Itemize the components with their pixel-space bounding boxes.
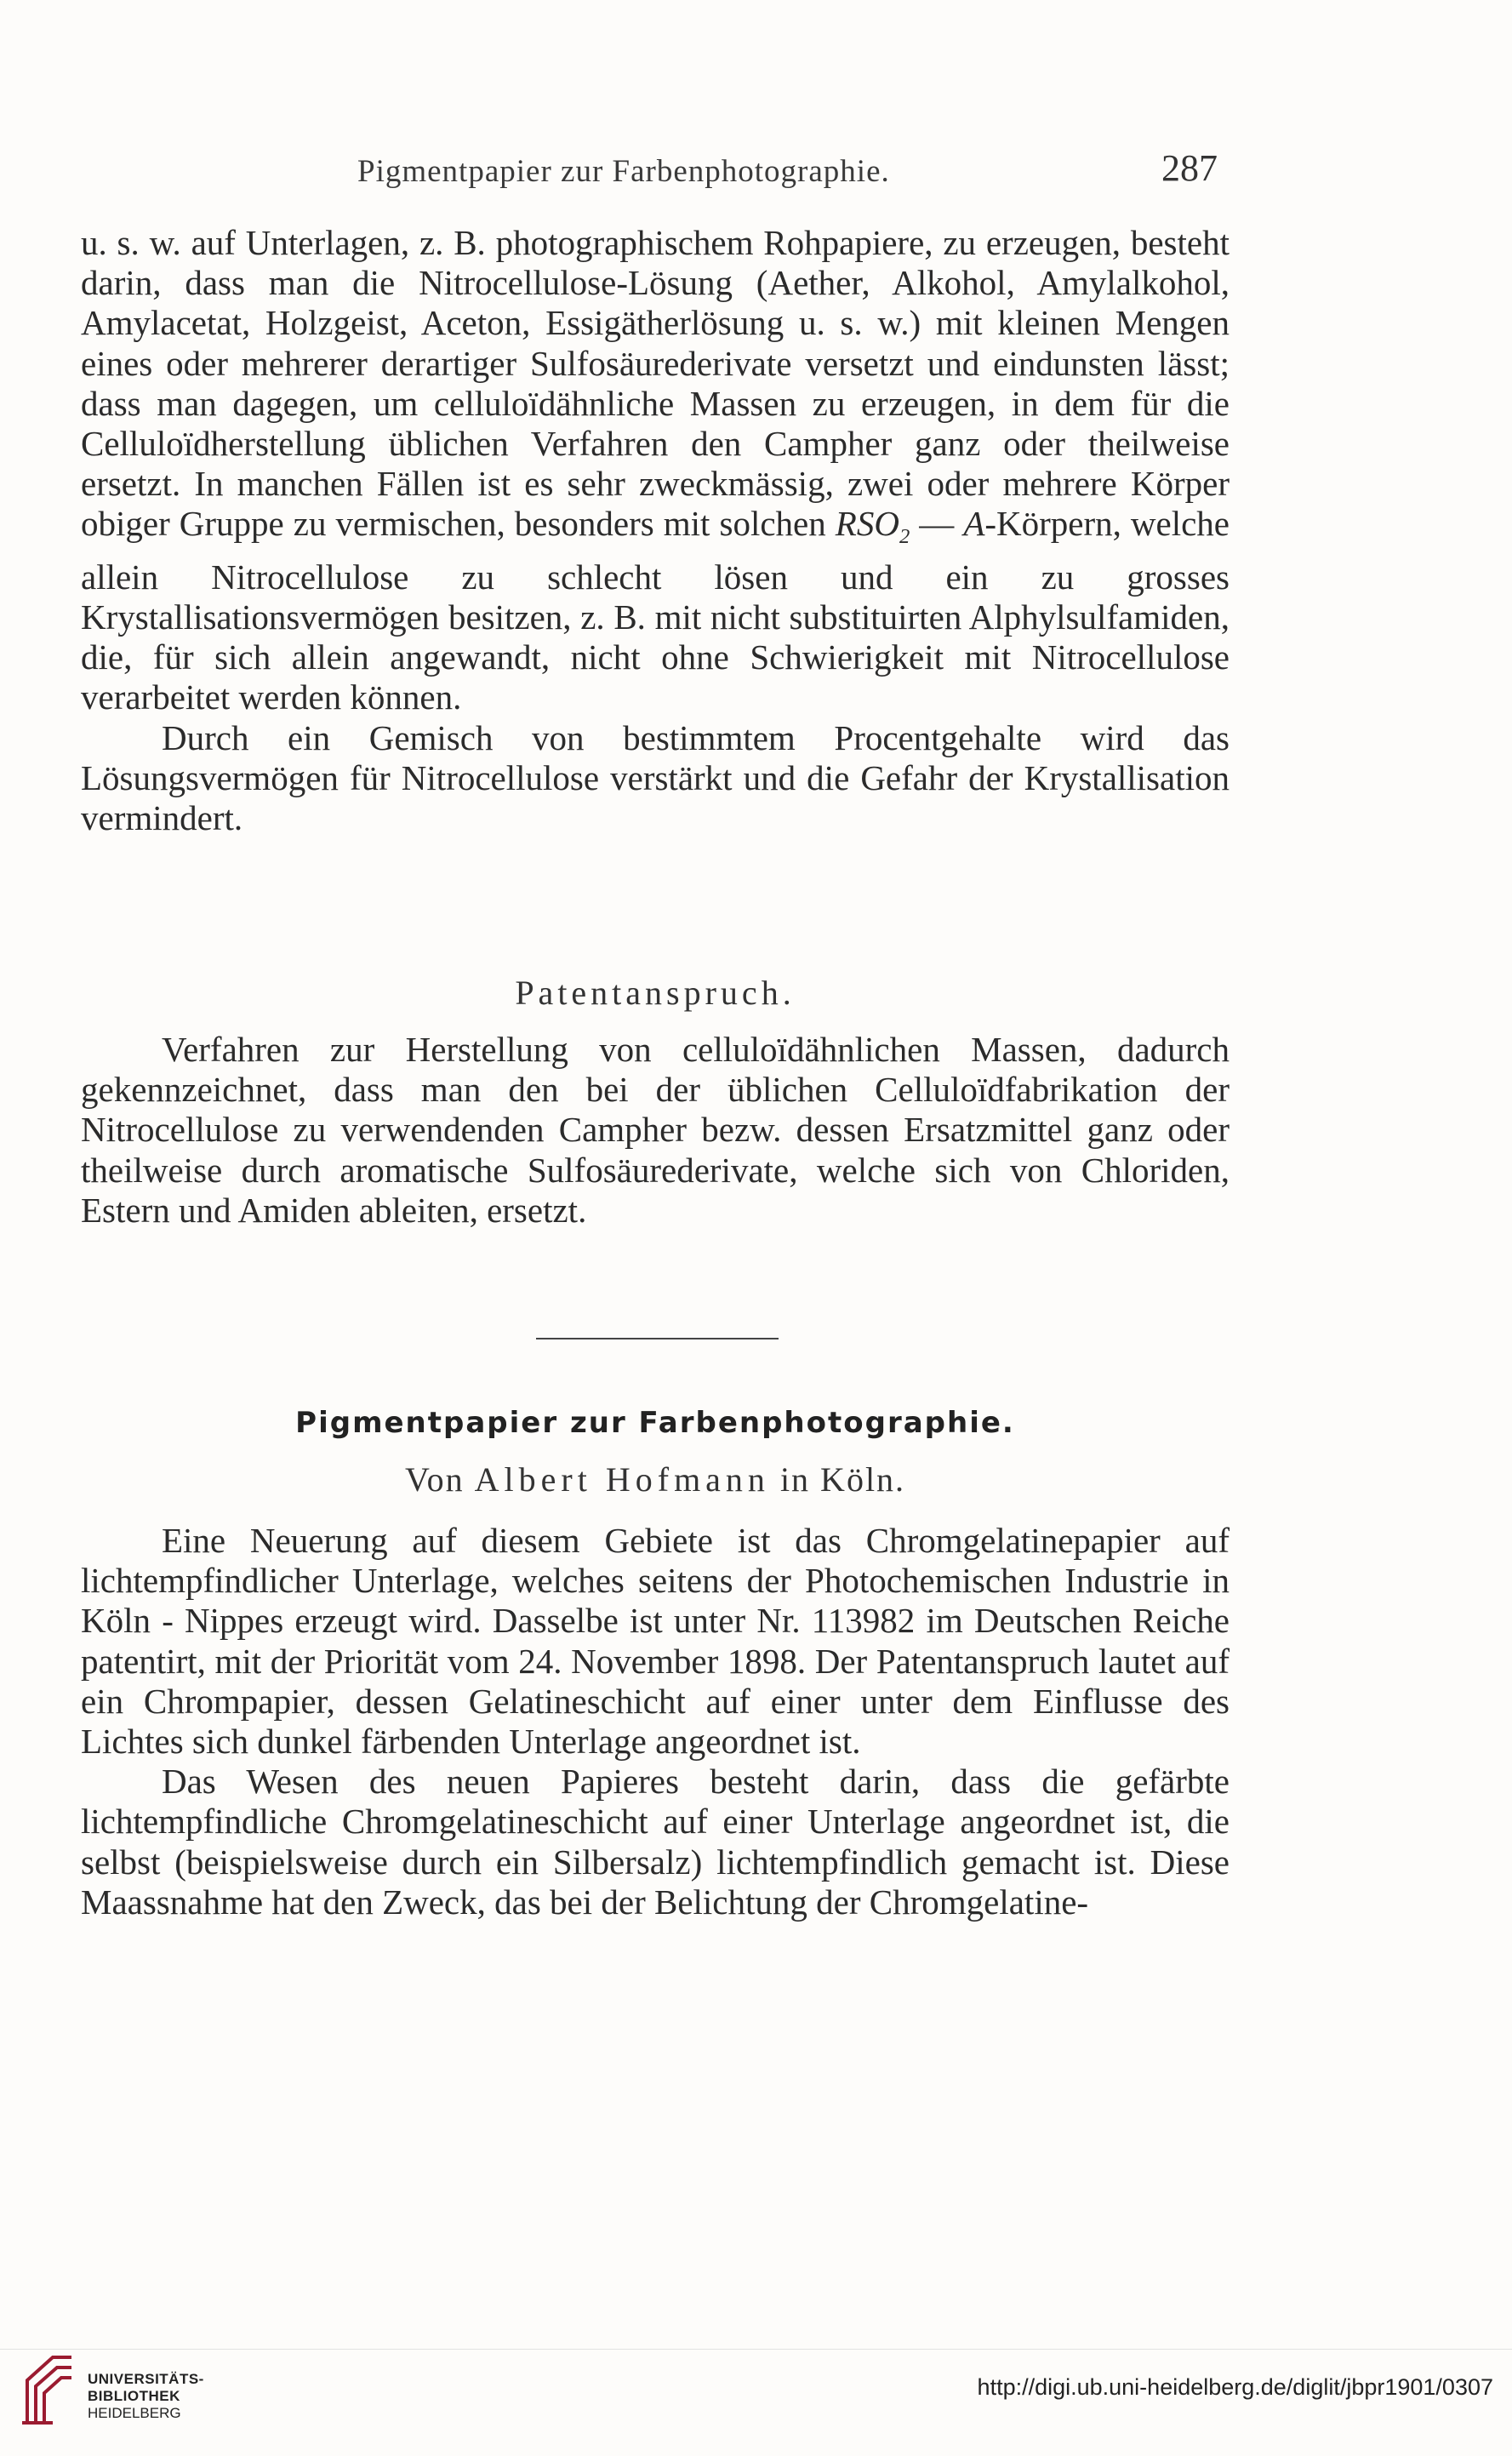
page-number: 287 <box>1161 147 1218 189</box>
library-line-3: HEIDELBERG <box>88 2405 181 2421</box>
article-byline <box>81 1459 1230 1499</box>
patent-paragraph: Verfahren zur Herstellung von celluloïdähnlichen Massen, dadurch gekennzeichnet, dass man den bei der üblichen Celluloïdfabrikation der Nitrocellulose zu verwendenden Campher bezw. dessen Ersatzmittel ganz oder theilweise durch aromatische Sulfosäurederivate, welche sich von Chloriden, Estern und Amiden ableiten, ersetzt. <box>81 1030 1230 1230</box>
paragraph-text: u. s. w. auf Unterlagen, z. B. photographischem Rohpapiere, zu erzeugen, besteht darin, dass man die Nitrocellulose-Lösung (Aether, Alkohol, Amylalkohol, Amylacetat, Holzgeist, Aceton, Essigätherlösung u. s. w.) mit kleinen Mengen eines oder mehrerer derartiger Sulfosäurederivate versetzt und eindunsten lässt; dass man dagegen, um celluloïdähnliche Massen zu erzeugen, in dem für die Celluloïdherstellung üblichen Verfahren den Campher ganz oder theilweise ersetzt. In manchen Fällen ist es sehr zweckmässig, zwei oder mehrere Körper obiger Gruppe zu vermischen, besonders mit solchen <box>81 223 1230 544</box>
byline-author: Albert Hofmann <box>474 1460 770 1499</box>
patent-heading: Patentanspruch. <box>515 974 796 1012</box>
running-header: Pigmentpapier zur Farbenphotographie. <box>357 154 890 189</box>
formula-subscript: 2 <box>899 525 910 549</box>
chemical-formula <box>835 504 910 549</box>
library-line-2: BIBLIOTHEK <box>88 2388 180 2404</box>
library-name <box>88 2371 204 2422</box>
continued-text-section <box>81 223 1230 838</box>
section-divider <box>536 1338 779 1339</box>
formula-a: A <box>963 504 985 544</box>
body-paragraph <box>81 223 1230 718</box>
source-url-link[interactable]: http://digi.ub.uni-heidelberg.de/diglit/jbpr1901/0307 <box>977 2374 1493 2400</box>
library-line-1: UNIVERSITÄTS- <box>88 2371 204 2387</box>
article-paragraph: Das Wesen des neuen Papieres besteht darin, dass die gefärbte lichtempfindliche Chromgelatineschicht auf einer Unterlage angeordnet ist, die selbst (beispielsweise durch ein Silbersalz) lichtempfindlich gemacht ist. Diese Maassnahme hat den Zweck, das bei der Belichtung der Chromgelatine- <box>81 1762 1230 1922</box>
paragraph-text-continued: -Körpern, welche allein Nitrocellulose zu schlecht lösen und ein zu grosses Krystallisationsvermögen besitzen, z. B. mit nicht substituirten Alphylsulfamiden, die, für sich allein angewandt, nicht ohne Schwierigkeit mit Nitrocellulose verarbeitet werden können. <box>81 504 1230 717</box>
formula-dash: — <box>910 504 964 544</box>
byline-prefix: Von <box>404 1460 465 1499</box>
article-title: Pigmentpapier zur Farbenphotographie. <box>295 1406 1015 1440</box>
body-paragraph: Durch ein Gemisch von bestimmtem Procentgehalte wird das Lösungsvermögen für Nitrocellulose verstärkt und die Gefahr der Krystallisation vermindert. <box>81 717 1230 838</box>
formula-rso: RSO <box>835 504 899 544</box>
article-body <box>81 1521 1230 1922</box>
article-paragraph: Eine Neuerung auf diesem Gebiete ist das Chromgelatinepapier auf lichtempfindlicher Unterlage, welches seitens der Photochemischen Industrie in Köln - Nippes erzeugt wird. Dasselbe ist unter Nr. 113982 im Deutschen Reiche patentirt, mit der Priorität vom 24. November 1898. Der Patentanspruch lautet auf ein Chrompapier, dessen Gelatineschicht auf einer unter dem Einflusse des Lichtes sich dunkel färbenden Unterlage angeordnet ist. <box>81 1521 1230 1762</box>
patent-section <box>81 1030 1230 1231</box>
library-logo-icon <box>19 2350 80 2427</box>
footer-separator <box>0 2349 1512 2350</box>
byline-suffix: in Köln. <box>779 1460 906 1499</box>
